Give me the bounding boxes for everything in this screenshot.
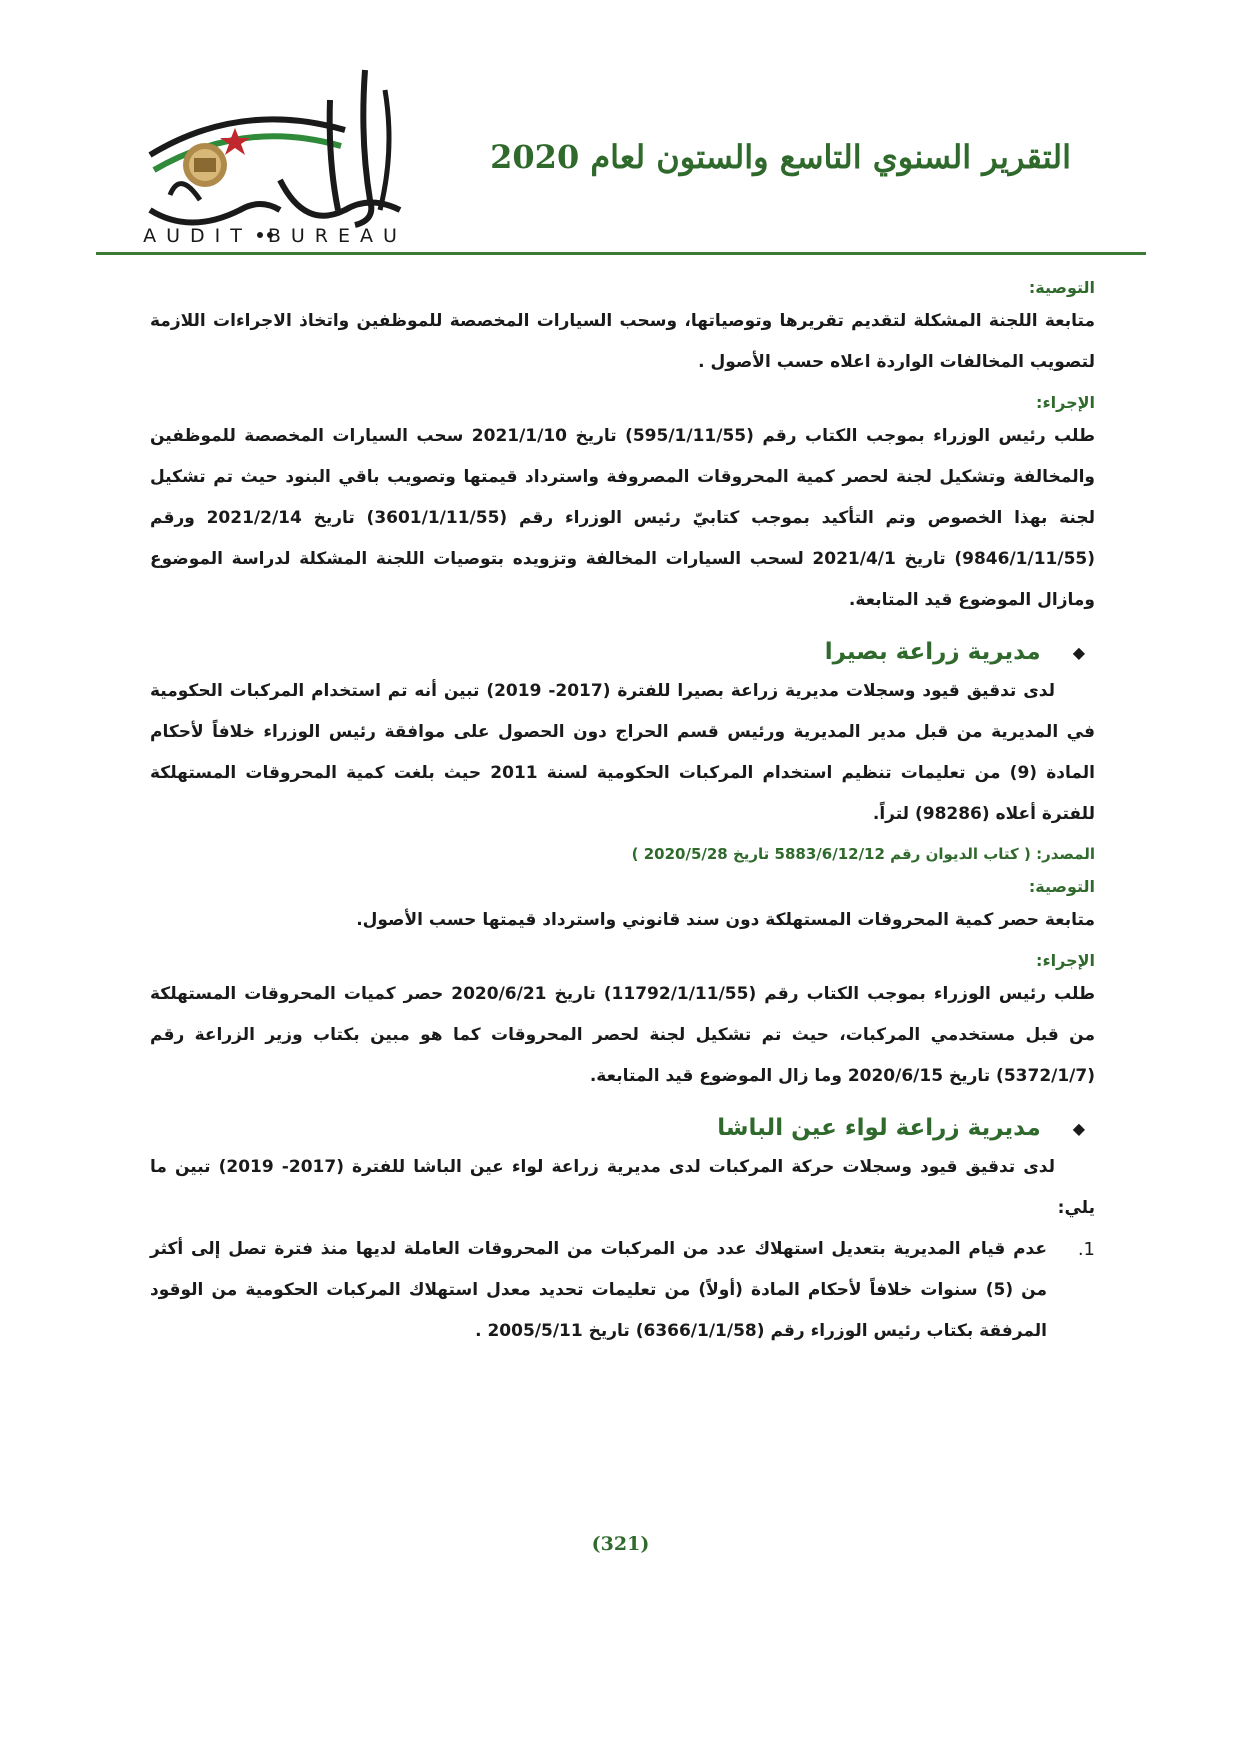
finding-paragraph: لدى تدقيق قيود وسجلات مديرية زراعة بصيرا للفترة (2017- 2019) تبين أنه تم استخدام المركبات الحكومية في المديرية من قبل مدير المديرية ورئيس قسم الحراج دون الحصول على موافقة رئيس الوزراء خلافاً لأحكام المادة (9) من تعليمات تنظيم استخدام المركبات الحكومية لسنة 2011 حيث بلغت كمية المحروقات المستهلكة للفترة أعلاه (98286) لتراً.: [150, 681, 1095, 824]
recommendation-text: متابعة حصر كمية المحروقات المستهلكة دون سند قانوني واسترداد قيمتها حسب الأصول.: [356, 910, 1095, 930]
section-heading-ain-albasha: [150, 1115, 1095, 1141]
action-label: الإجراء:: [1036, 393, 1095, 412]
action-text: طلب رئيس الوزراء بموجب الكتاب رقم (595/1/11/55) تاريخ 2021/1/10 سحب السيارات المخصصة للموظفين والمخالفة وتشكيل لجنة لحصر كمية المحروقات المصروفة واسترداد قيمتها وتصويب باقي البنود حيث تم تشكيل لجنة بهذا الخصوص وتم التأكيد بموجب كتابيّ رئيس الوزراء رقم (3601/1/11/55) تاريخ 2021/2/14 ورقم (9846/1/11/55) تاريخ 2021/4/1 لسحب السيارات المخالفة وتزويده بتوصيات اللجنة المشكلة لدراسة الموضوع ومازال الموضوع قيد المتابعة.: [150, 426, 1096, 610]
recommendation-text: متابعة اللجنة المشكلة لتقديم تقريرها وتوصياتها، وسحب السيارات المخصصة للموظفين واتخاذ الاجراءات اللازمة لتصويب المخالفات الواردة اعلاه حسب الأصول .: [150, 311, 1095, 372]
section-heading-text: مديرية زراعة بصيرا: [824, 639, 1041, 665]
source-reference: المصدر: ( كتاب الديوان رقم 5883/6/12/12 تاريخ 2020/5/28 ): [631, 845, 1095, 863]
action-text: طلب رئيس الوزراء بموجب الكتاب رقم (11792/1/11/55) تاريخ 2020/6/21 حصر كميات المحروقات المستهلكة من قبل مستخدمي المركبات، حيث تم تشكيل لجنة لحصر المحروقات كما هو مبين بكتاب وزير الزراعة رقم (5372/1/7) تاريخ 2020/6/15 وما زال الموضوع قيد المتابعة.: [150, 984, 1096, 1086]
diamond-bullet-icon: ◆: [1072, 1118, 1085, 1138]
document-body: [150, 268, 1095, 1352]
recommendation-label: التوصية:: [1028, 278, 1095, 297]
list-item-text: عدم قيام المديرية بتعديل استهلاك عدد من المركبات من المحروقات العاملة لديها منذ فترة تصل إلى أكثر من (5) سنوات خلافاً لأحكام المادة (أولاً) من تعليمات تحديد معدل استهلاك المركبات الحكومية من الوقود المرفقة بكتاب رئيس الوزراء رقم (6366/1/1/58) تاريخ 2005/5/11 .: [150, 1239, 1047, 1341]
page-header: [0, 0, 1241, 260]
audit-bureau-logo: [130, 60, 420, 250]
section-heading-busaira: [150, 639, 1095, 665]
action-label: الإجراء:: [1036, 951, 1095, 970]
section-heading-text: مديرية زراعة لواء عين الباشا: [717, 1115, 1041, 1141]
recommendation-label: التوصية:: [1028, 877, 1095, 896]
list-item: [150, 1229, 1095, 1352]
header-divider: [96, 252, 1146, 255]
report-title: التقرير السنوي التاسع والستون لعام 2020: [490, 138, 1071, 176]
list-item-number: 1.: [1077, 1239, 1095, 1260]
page-number: (321): [591, 1533, 650, 1555]
logo-caption: AUDIT BUREAU: [143, 225, 407, 247]
diamond-bullet-icon: ◆: [1072, 642, 1085, 662]
finding-paragraph: لدى تدقيق قيود وسجلات حركة المركبات لدى مديرية زراعة لواء عين الباشا للفترة (2017- 2019) تبين ما يلي:: [150, 1157, 1095, 1218]
